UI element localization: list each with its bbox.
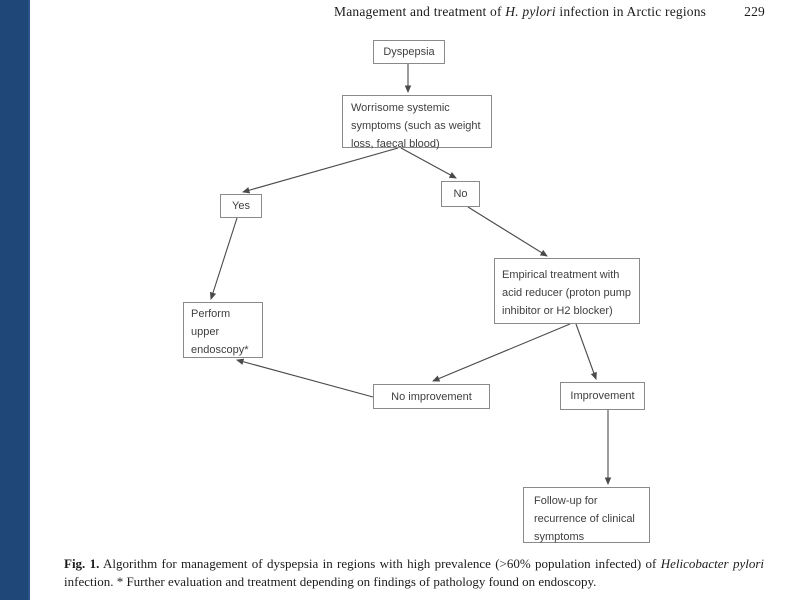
node-followup: Follow-up for recurrence of clinical symptoms (523, 487, 650, 543)
caption-body-italic: Helicobacter pylori (660, 556, 764, 571)
arrow-worrisome-to-yes (243, 148, 398, 192)
arrow-no-to-empirical (468, 207, 547, 256)
node-no: No (441, 181, 480, 207)
running-head-title-prefix: Management and treatment of (333, 4, 506, 19)
node-worrisome-symptoms: Worrisome systemic symptoms (such as weight loss, faecal blood) (342, 95, 492, 148)
arrow-empirical-to-no-improvement (433, 324, 570, 381)
node-no-improvement: No improvement (373, 384, 490, 409)
page-number: 229 (744, 4, 765, 19)
node-perform-endoscopy: Perform upper endoscopy* (183, 302, 263, 358)
arrow-yes-to-endoscopy (211, 218, 237, 299)
node-empirical-treatment: Empirical treatment with acid reducer (proton pump inhibitor or H2 blocker) (494, 258, 640, 324)
caption-body-suffix: infection. * Further evaluation and treatment depending on findings of pathology found on endoscopy. (64, 573, 597, 589)
arrow-empirical-to-improvement (576, 324, 596, 379)
node-dyspepsia: Dyspepsia (373, 40, 445, 64)
arrow-no-improvement-to-endoscopy (237, 360, 373, 397)
caption-fig-label: Fig. 1. (64, 556, 100, 571)
caption-body-prefix: Algorithm for management of dyspepsia in regions with high prevalence (>60% population infected) of (99, 556, 661, 571)
running-head-title-italic: H. pylori (505, 4, 556, 19)
running-head-title-suffix: infection in Arctic regions (555, 4, 707, 19)
node-improvement: Improvement (560, 382, 645, 410)
node-yes: Yes (220, 194, 262, 218)
